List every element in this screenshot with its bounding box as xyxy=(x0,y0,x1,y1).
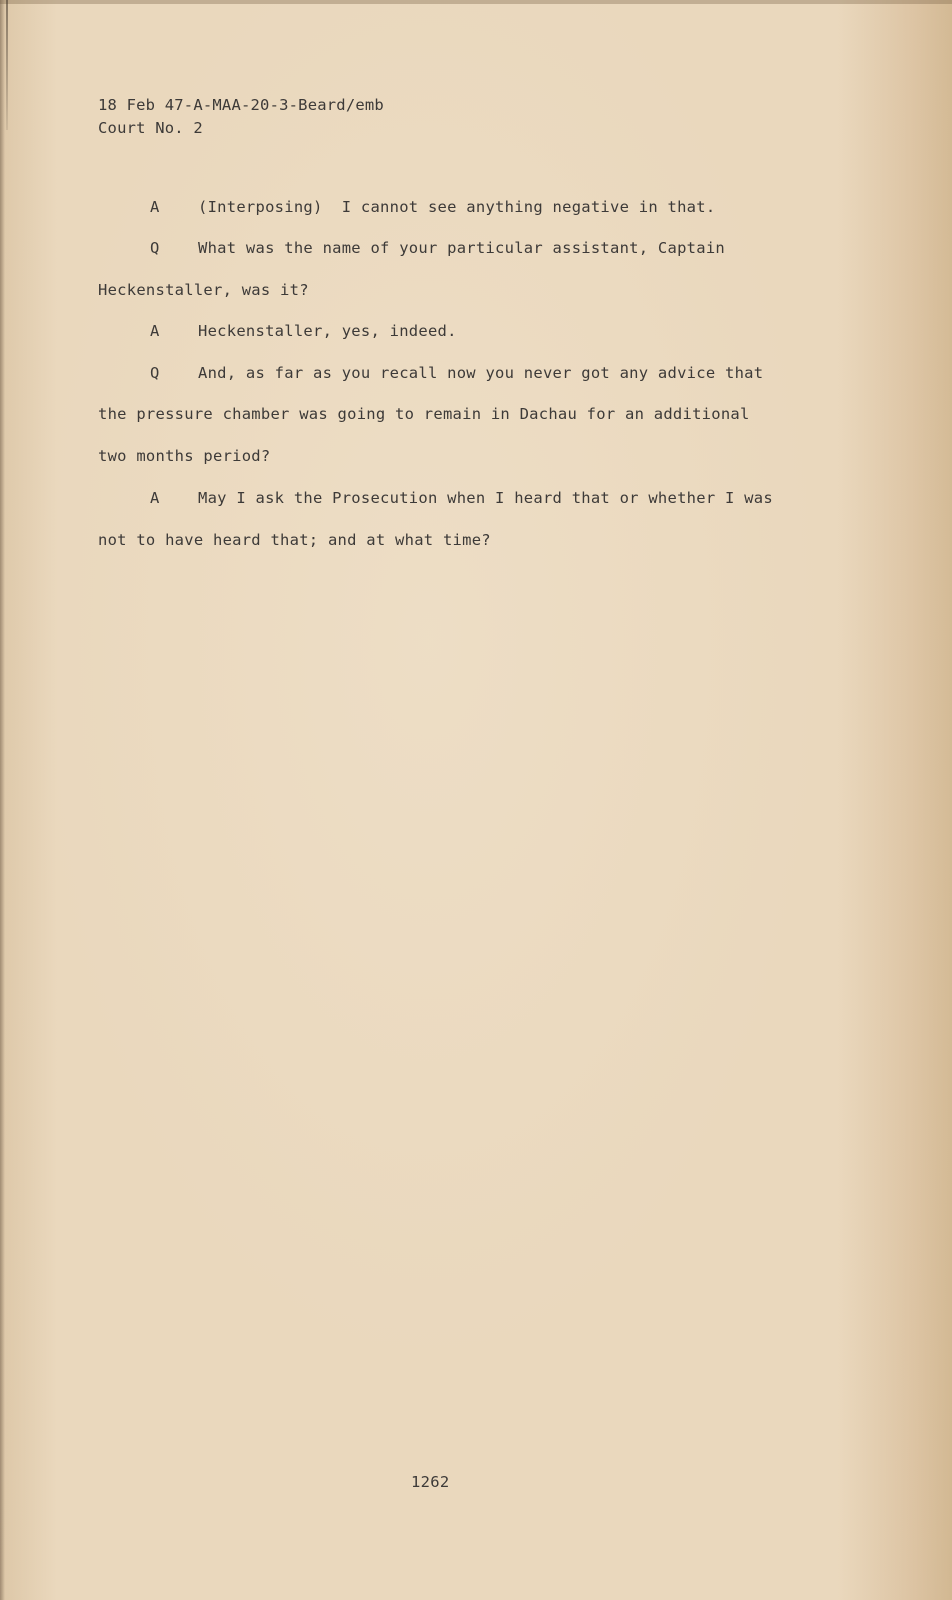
speaker-label: A xyxy=(150,198,160,216)
transcript-line: (Interposing) I cannot see anything negative in that. xyxy=(198,198,716,216)
transcript-line: May I ask the Prosecution when I heard that or whether I was xyxy=(198,489,773,507)
transcript-line: two months period? xyxy=(98,447,271,465)
speaker-label: A xyxy=(150,322,160,340)
header-court: Court No. 2 xyxy=(98,119,203,137)
transcript-line: Heckenstaller, was it? xyxy=(98,281,309,299)
transcript-line: What was the name of your particular assistant, Captain xyxy=(198,239,725,257)
speaker-label: Q xyxy=(150,364,160,382)
document-header xyxy=(98,94,384,140)
transcript-line: And, as far as you recall now you never got any advice that xyxy=(198,364,764,382)
speaker-label: A xyxy=(150,489,160,507)
transcript-line: not to have heard that; and at what time? xyxy=(98,531,491,549)
transcript-line: the pressure chamber was going to remain in Dachau for an additional xyxy=(98,405,750,423)
header-reference: 18 Feb 47-A-MAA-20-3-Beard/emb xyxy=(98,96,384,114)
page-number: 1262 xyxy=(411,1473,450,1491)
speaker-label: Q xyxy=(150,239,160,257)
transcript-line: Heckenstaller, yes, indeed. xyxy=(198,322,457,340)
binding-edge-mark xyxy=(6,0,8,130)
